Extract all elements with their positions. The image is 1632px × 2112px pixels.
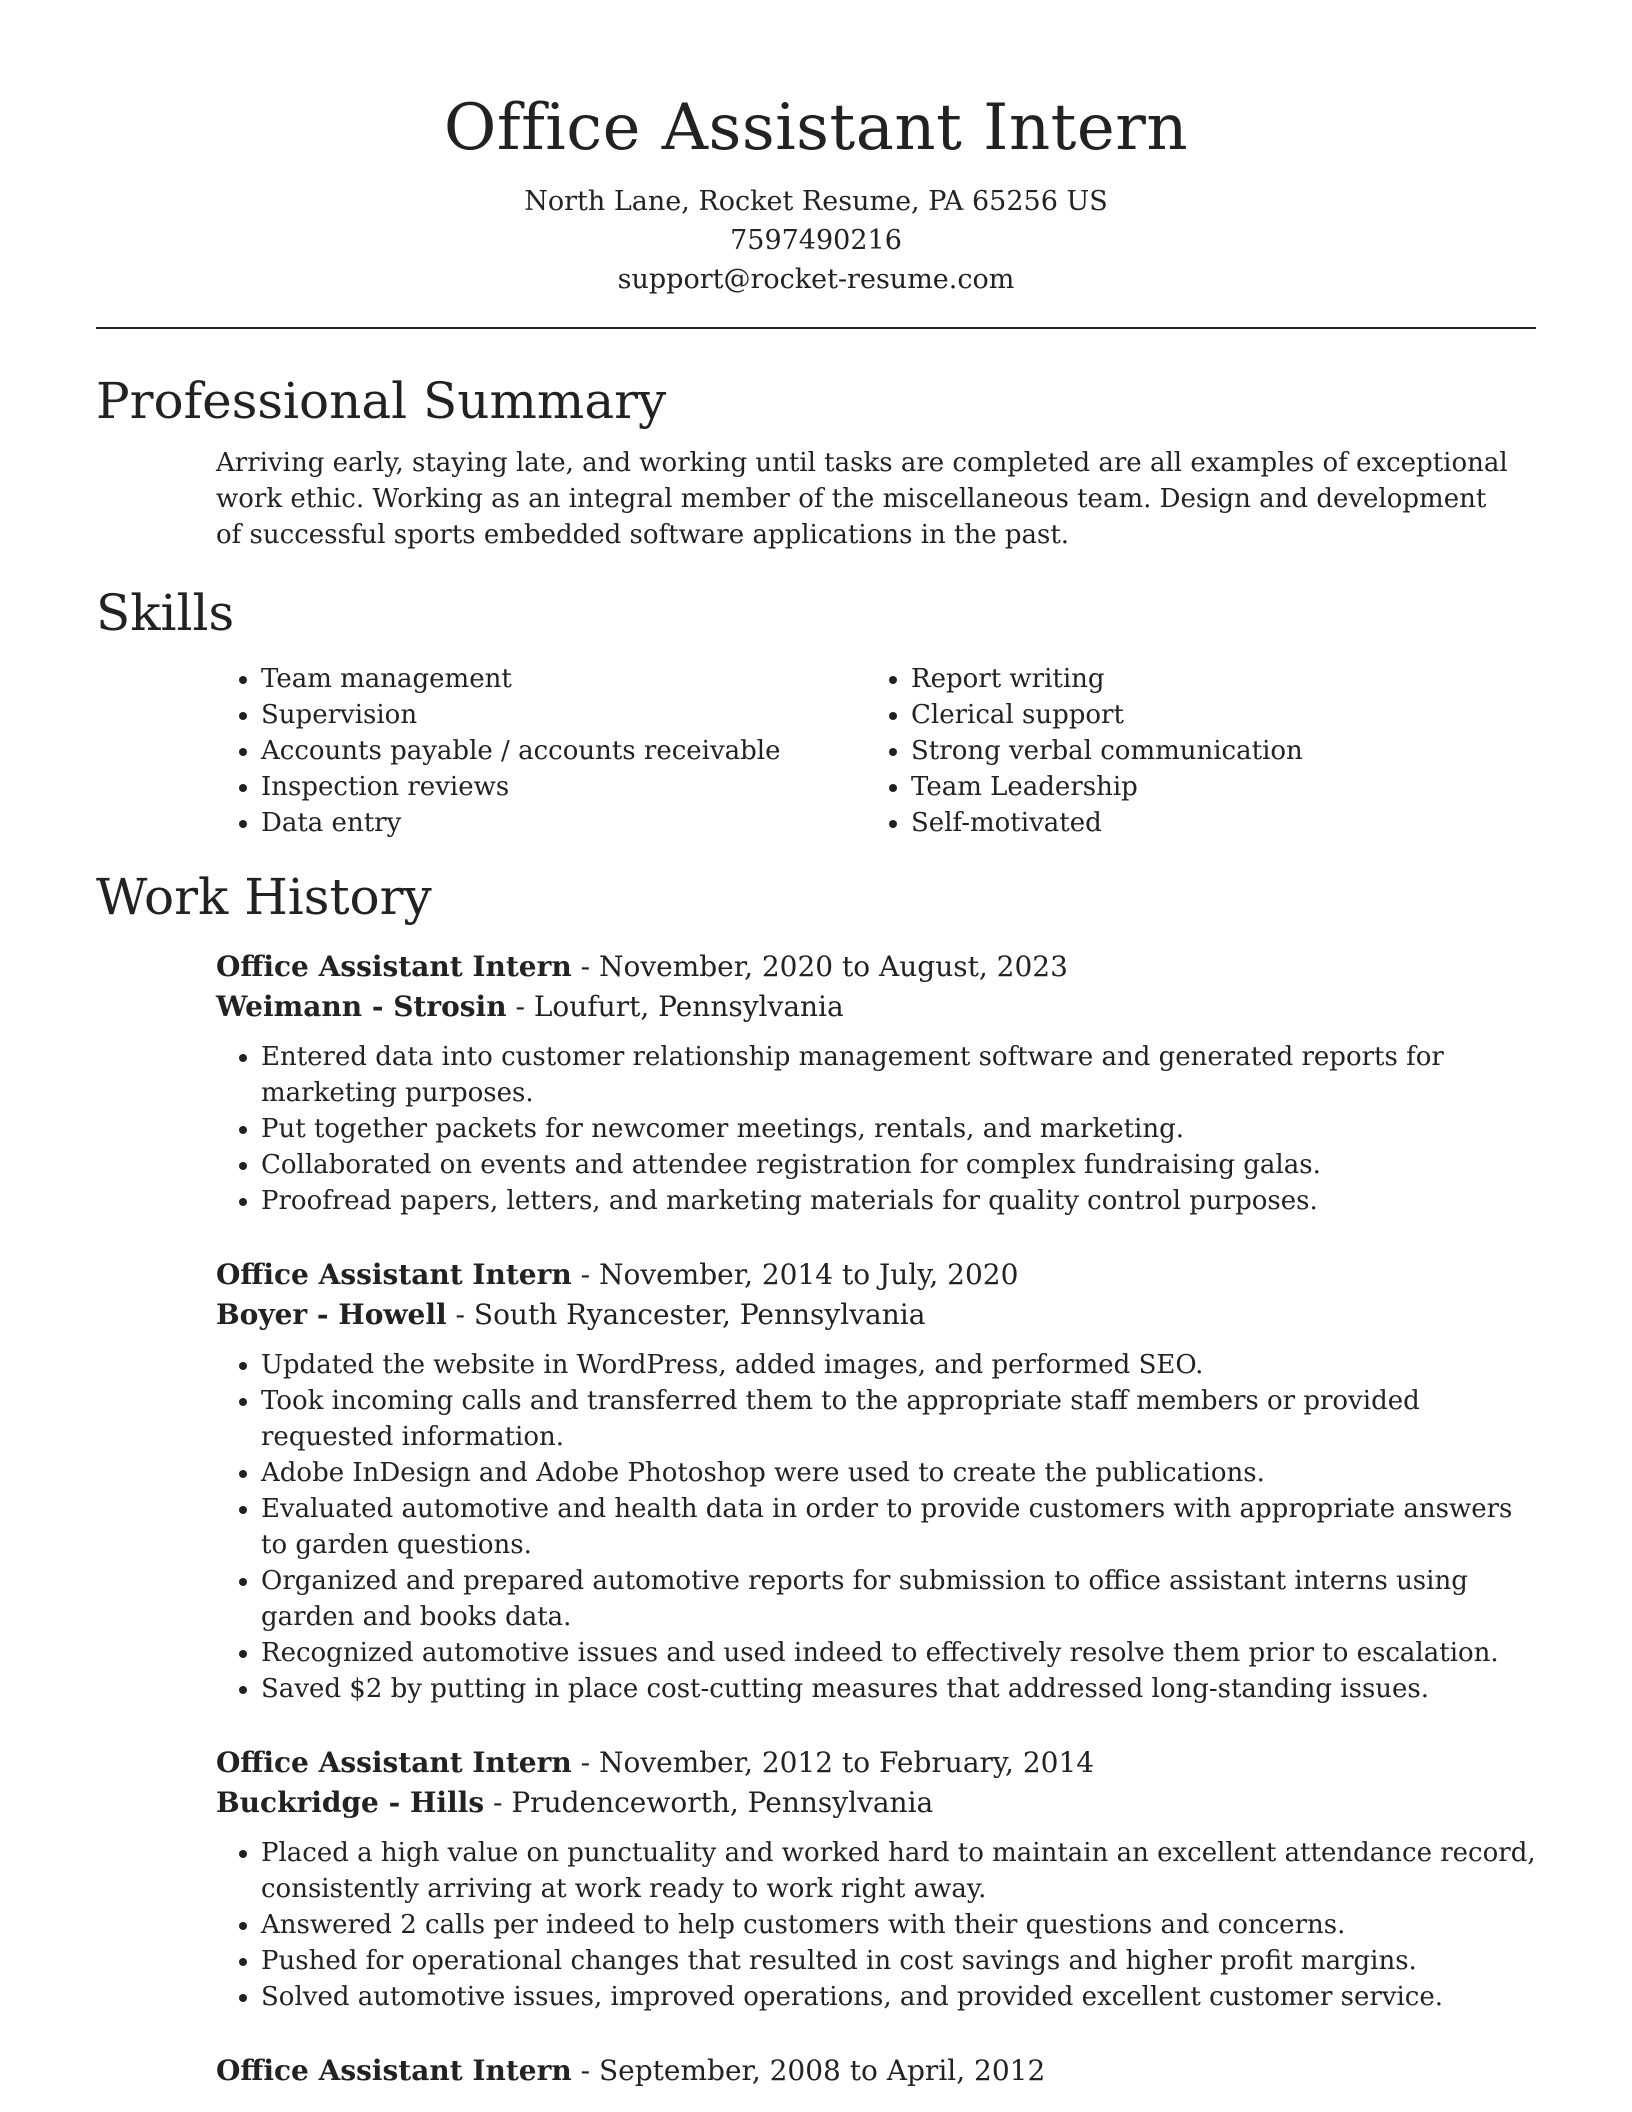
- contact-address: North Lane, Rocket Resume, PA 65256 US: [524, 186, 1108, 217]
- job-title-line: [216, 2051, 1546, 2091]
- job-company: Weimann - Strosin: [216, 990, 507, 1023]
- job-bullets: [216, 1835, 1546, 2015]
- job-title: Office Assistant Intern: [216, 2054, 572, 2087]
- job-entry: [216, 947, 1546, 1219]
- contact-email: support@rocket-resume.com: [617, 264, 1015, 295]
- resume-page: [96, 0, 1536, 2091]
- job-entry: [216, 2051, 1546, 2091]
- skill-item: • Data entry: [261, 805, 866, 841]
- section-title-summary: Professional Summary: [96, 372, 667, 430]
- job-company: Boyer - Howell: [216, 1298, 447, 1331]
- resume-name: Office Assistant Intern: [443, 91, 1189, 165]
- job-title-line: [216, 1743, 1546, 1783]
- job-dates: - November, 2020 to August, 2023: [571, 950, 1068, 983]
- job-bullet: • Pushed for operational changes that resulted in cost savings and higher profit margins.: [261, 1943, 1546, 1979]
- header-divider: [96, 327, 1536, 329]
- job-entry: [216, 1743, 1546, 2015]
- job-bullet: • Placed a high value on punctuality and worked hard to maintain an excellent attendance record, consistently arriving at work ready to work right away.: [261, 1835, 1546, 1907]
- skill-item: • Clerical support: [911, 697, 1516, 733]
- job-bullet: • Proofread papers, letters, and marketing materials for quality control purposes.: [261, 1183, 1546, 1219]
- job-location: - Loufurt, Pennsylvania: [506, 990, 844, 1023]
- skill-item: • Self-motivated: [911, 805, 1516, 841]
- section-title-work: Work History: [96, 868, 432, 926]
- skill-item: • Supervision: [261, 697, 866, 733]
- job-title: Office Assistant Intern: [216, 1746, 572, 1779]
- job-bullet: • Saved $2 by putting in place cost-cutting measures that addressed long-standing issues.: [261, 1671, 1546, 1707]
- job-title-line: [216, 1255, 1546, 1295]
- job-dates: - September, 2008 to April, 2012: [571, 2054, 1046, 2087]
- job-bullet: • Organized and prepared automotive reports for submission to office assistant interns using garden and books data.: [261, 1563, 1546, 1635]
- job-bullet: • Adobe InDesign and Adobe Photoshop were used to create the publications.: [261, 1455, 1546, 1491]
- job-entry: [216, 1255, 1546, 1707]
- job-company-line: [216, 1783, 1546, 1823]
- skills-column-left: [216, 661, 866, 841]
- section-professional-summary: [96, 371, 1536, 553]
- section-work-history: [96, 867, 1536, 2091]
- job-bullet: • Collaborated on events and attendee registration for complex fundraising galas.: [261, 1147, 1546, 1183]
- skill-item: • Report writing: [911, 661, 1516, 697]
- job-company-line: [216, 987, 1546, 1027]
- skill-item: • Accounts payable / accounts receivable: [261, 733, 866, 769]
- job-title-line: [216, 947, 1546, 987]
- contact-phone: 7597490216: [730, 225, 902, 256]
- job-title: Office Assistant Intern: [216, 950, 572, 983]
- job-bullet: • Answered 2 calls per indeed to help customers with their questions and concerns.: [261, 1907, 1546, 1943]
- section-skills: [96, 583, 1536, 841]
- skill-item: • Inspection reviews: [261, 769, 866, 805]
- skills-column-right: [866, 661, 1516, 841]
- skill-item: • Team Leadership: [911, 769, 1516, 805]
- job-title: Office Assistant Intern: [216, 1258, 572, 1291]
- skills-columns: [216, 661, 1536, 841]
- job-bullet: • Updated the website in WordPress, added images, and performed SEO.: [261, 1347, 1546, 1383]
- job-bullet: • Took incoming calls and transferred them to the appropriate staff members or provided requested information.: [261, 1383, 1546, 1455]
- skill-item: • Team management: [261, 661, 866, 697]
- summary-text: Arriving early, staying late, and working until tasks are completed are all examples of exceptional work ethic. Working as an integral member of the miscellaneous team. Design and development of successful sports embedded software applications in the past.: [216, 448, 1508, 550]
- job-bullets: [216, 1039, 1546, 1219]
- job-bullet: • Entered data into customer relationship management software and generated reports for marketing purposes.: [261, 1039, 1546, 1111]
- job-bullet: • Recognized automotive issues and used indeed to effectively resolve them prior to escalation.: [261, 1635, 1546, 1671]
- job-bullet: • Put together packets for newcomer meetings, rentals, and marketing.: [261, 1111, 1546, 1147]
- job-company-line: [216, 1295, 1546, 1335]
- job-bullet: • Solved automotive issues, improved operations, and provided excellent customer service.: [261, 1979, 1546, 2015]
- job-company: Buckridge - Hills: [216, 1786, 485, 1819]
- skill-item: • Strong verbal communication: [911, 733, 1516, 769]
- contact-block: [96, 182, 1536, 299]
- job-location: - Prudenceworth, Pennsylvania: [484, 1786, 934, 1819]
- job-dates: - November, 2012 to February, 2014: [571, 1746, 1095, 1779]
- job-bullet: • Evaluated automotive and health data in order to provide customers with appropriate answers to garden questions.: [261, 1491, 1546, 1563]
- job-bullets: [216, 1347, 1546, 1707]
- job-location: - South Ryancester, Pennsylvania: [446, 1298, 926, 1331]
- section-title-skills: Skills: [96, 584, 235, 642]
- job-dates: - November, 2014 to July, 2020: [571, 1258, 1019, 1291]
